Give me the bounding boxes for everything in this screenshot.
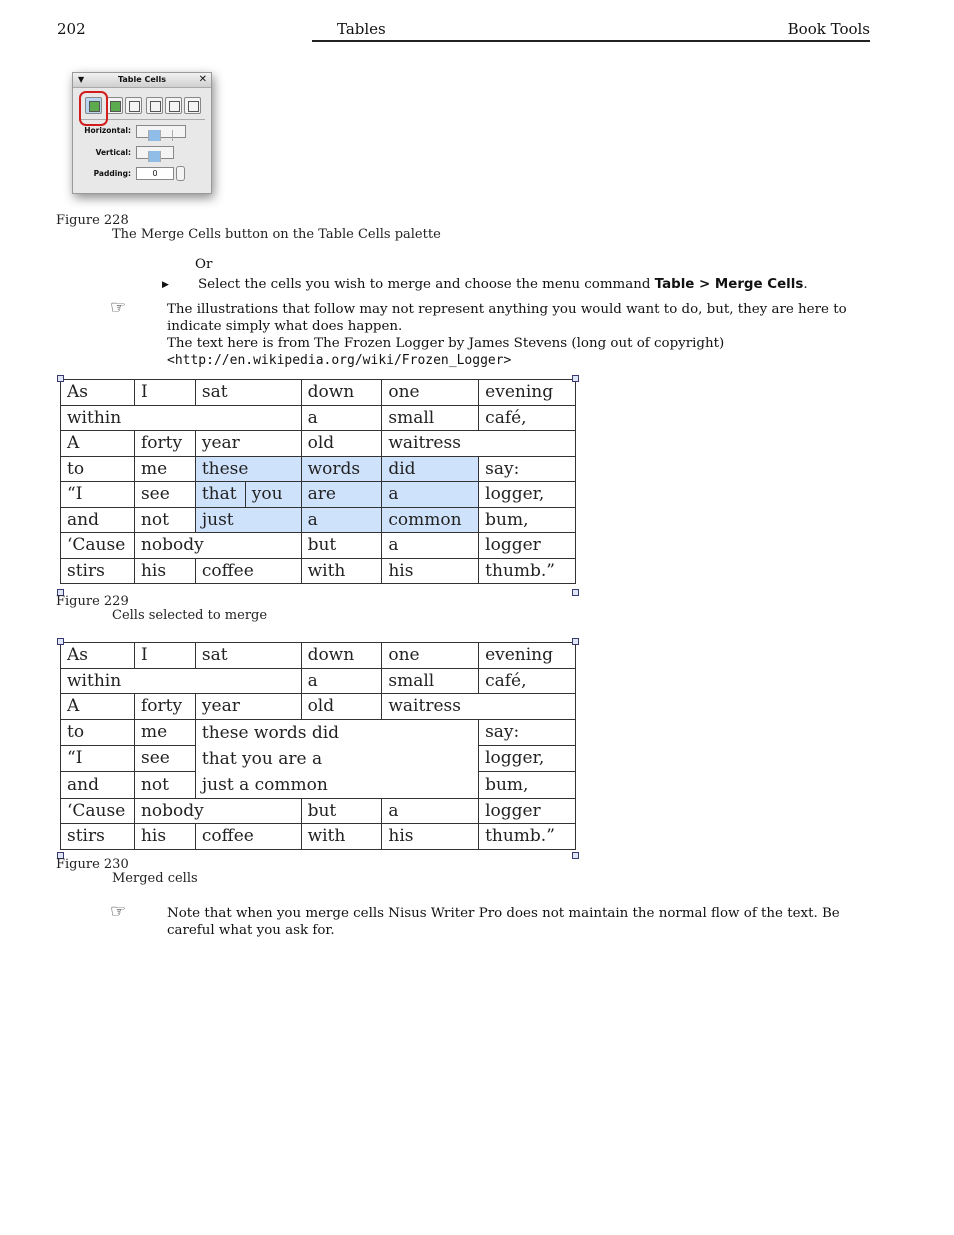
highlight-circle — [79, 91, 108, 126]
table-cell: logger, — [479, 745, 576, 771]
chapter-title: Tables — [337, 20, 386, 38]
table-cell: small — [382, 668, 479, 694]
table-cell: “I — [61, 482, 135, 508]
resize-handle — [572, 375, 579, 382]
bullet-instruction — [198, 276, 878, 293]
table-cell: a — [382, 798, 479, 824]
table-cell: “I — [61, 745, 135, 771]
table-cell: his — [382, 558, 479, 584]
table-cell: logger — [479, 533, 576, 559]
table-cell: say: — [479, 456, 576, 482]
table-cell: sat — [195, 643, 301, 669]
table-cell: say: — [479, 719, 576, 745]
selected-cell: you — [245, 482, 301, 508]
table-cell: stirs — [61, 558, 135, 584]
table-row — [61, 798, 576, 824]
table-cell: logger — [479, 798, 576, 824]
insert-row-button — [165, 97, 182, 114]
selected-cell: that — [195, 482, 245, 508]
table-row — [61, 558, 576, 584]
table-cell: with — [301, 824, 382, 850]
table-cell: down — [301, 643, 382, 669]
table-row — [61, 719, 576, 745]
figure-228-label: Figure 228 — [56, 213, 129, 228]
table-row — [61, 824, 576, 850]
table-row — [61, 643, 576, 669]
distribute-rows-icon — [129, 101, 140, 112]
vertical-label: Vertical: — [95, 148, 131, 157]
figure-229-label: Figure 229 — [56, 594, 129, 609]
table-cell: logger, — [479, 482, 576, 508]
table-cells-merged — [60, 642, 576, 850]
table-cell: within — [61, 668, 302, 694]
selected-cell: did — [382, 456, 479, 482]
merged-line: these words did — [201, 722, 340, 743]
table-cell: not — [134, 507, 195, 533]
bullet-text: Select the cells you wish to merge and choose the menu command — [198, 277, 655, 292]
table-cell: ‘Cause — [61, 533, 135, 559]
table-cell: but — [301, 533, 382, 559]
palette-titlebar — [73, 73, 211, 88]
selected-cell: a — [301, 507, 382, 533]
pointing-hand-icon: ☞ — [110, 297, 127, 318]
selected-cell: common — [382, 507, 479, 533]
distribute-columns-icon — [150, 101, 161, 112]
table-cell: his — [134, 824, 195, 850]
figure-230-label: Figure 230 — [56, 857, 129, 872]
menu-command: Table > Merge Cells — [654, 277, 804, 292]
note-2-text: Note that when you merge cells Nisus Writer Pro does not maintain the normal flow of the text. Be careful what you ask for. — [167, 906, 840, 938]
table-cell: evening — [479, 643, 576, 669]
note-1-url: <http://en.wikipedia.org/wiki/Frozen_Logger> — [167, 353, 512, 368]
table-cell: I — [134, 380, 195, 406]
pointing-hand-icon: ☞ — [110, 901, 127, 922]
table-row — [61, 533, 576, 559]
table-cell: year — [195, 431, 301, 457]
insert-row-icon — [169, 101, 180, 112]
merged-cell — [195, 719, 478, 798]
table-cell: forty — [134, 431, 195, 457]
split-cells-icon — [110, 101, 121, 112]
table-cell: to — [61, 456, 135, 482]
table-cell: a — [301, 405, 382, 431]
horizontal-alignment-control — [136, 125, 186, 138]
selected-cell: are — [301, 482, 382, 508]
table-cell: stirs — [61, 824, 135, 850]
table-cell: waitress — [382, 431, 576, 457]
table-row — [61, 668, 576, 694]
padding-stepper — [176, 166, 185, 181]
table-cell: down — [301, 380, 382, 406]
table-row — [61, 405, 576, 431]
table-cell: to — [61, 719, 135, 745]
table-cell: and — [61, 507, 135, 533]
table-cell: As — [61, 643, 135, 669]
insert-column-icon — [188, 101, 199, 112]
table-cell: with — [301, 558, 382, 584]
table-row — [61, 431, 576, 457]
table-cell: not — [134, 772, 195, 798]
resize-handle — [572, 638, 579, 645]
table-cell: A — [61, 694, 135, 720]
distribute-rows-button — [125, 97, 142, 114]
figure-228-caption: The Merge Cells button on the Table Cells palette — [112, 227, 441, 242]
table-cell: café, — [479, 668, 576, 694]
distribute-columns-button — [146, 97, 163, 114]
table-row — [61, 507, 576, 533]
close-icon: ✕ — [198, 74, 207, 85]
table-cell: me — [134, 719, 195, 745]
vertical-alignment-control — [136, 146, 174, 159]
resize-handle — [57, 638, 64, 645]
split-cells-button — [106, 97, 123, 114]
table-cell: his — [134, 558, 195, 584]
figure-230-caption: Merged cells — [112, 871, 198, 886]
table-cell: café, — [479, 405, 576, 431]
table-cell: a — [301, 668, 382, 694]
table-row — [61, 694, 576, 720]
table-cell: one — [382, 380, 479, 406]
note-1 — [167, 301, 867, 369]
palette-title: Table Cells — [117, 75, 167, 84]
horizontal-label: Horizontal: — [84, 126, 131, 135]
table-cell: one — [382, 643, 479, 669]
table-cell: old — [301, 694, 382, 720]
merged-line: just a common — [201, 774, 328, 795]
or-text: Or — [195, 257, 213, 272]
table-cell: me — [134, 456, 195, 482]
note-1-text: The illustrations that follow may not represent anything you would want to do, but, they are here to indicate simply what does happen. — [167, 302, 847, 334]
selected-cell: words — [301, 456, 382, 482]
selected-cell: these — [195, 456, 301, 482]
table-cell: year — [195, 694, 301, 720]
section-title: Book Tools — [787, 20, 870, 38]
table-cells-selected — [60, 379, 576, 584]
bullet-arrow-icon: ▶ — [162, 280, 169, 290]
resize-handle — [572, 589, 579, 596]
table-cell: coffee — [195, 824, 301, 850]
note-1-source: The text here is from The Frozen Logger by James Stevens (long out of copyright) — [167, 336, 725, 351]
table-cell: his — [382, 824, 479, 850]
page-number: 202 — [57, 20, 86, 38]
table-cell: As — [61, 380, 135, 406]
header-rule — [312, 40, 870, 42]
selected-cell: a — [382, 482, 479, 508]
table-cell: a — [382, 533, 479, 559]
table-cell: A — [61, 431, 135, 457]
table-cell: thumb.” — [479, 558, 576, 584]
table-cell: see — [134, 482, 195, 508]
table-cell: waitress — [382, 694, 576, 720]
table-cell: see — [134, 745, 195, 771]
padding-label: Padding: — [93, 169, 131, 178]
bullet-suffix: . — [803, 277, 808, 292]
padding-field: 0 — [136, 167, 174, 180]
table-cell: nobody — [134, 798, 301, 824]
resize-handle — [57, 375, 64, 382]
table-cell: nobody — [134, 533, 301, 559]
table-row — [61, 482, 576, 508]
resize-handle — [572, 852, 579, 859]
merged-line: that you are a — [201, 748, 323, 769]
figure-229-caption: Cells selected to merge — [112, 608, 268, 623]
table-cell: small — [382, 405, 479, 431]
table-cell: coffee — [195, 558, 301, 584]
table-cell: evening — [479, 380, 576, 406]
table-cell: within — [61, 405, 302, 431]
table-cell: I — [134, 643, 195, 669]
insert-column-button — [184, 97, 201, 114]
collapse-triangle-icon: ▼ — [78, 75, 85, 84]
table-row — [61, 380, 576, 406]
table-cell: bum, — [479, 507, 576, 533]
table-cell: and — [61, 772, 135, 798]
table-cell: bum, — [479, 772, 576, 798]
table-cell: but — [301, 798, 382, 824]
table-cell: old — [301, 431, 382, 457]
table-cell: thumb.” — [479, 824, 576, 850]
table-cell: forty — [134, 694, 195, 720]
table-cell: ‘Cause — [61, 798, 135, 824]
table-cell: sat — [195, 380, 301, 406]
table-row — [61, 456, 576, 482]
selected-cell: just — [195, 507, 301, 533]
